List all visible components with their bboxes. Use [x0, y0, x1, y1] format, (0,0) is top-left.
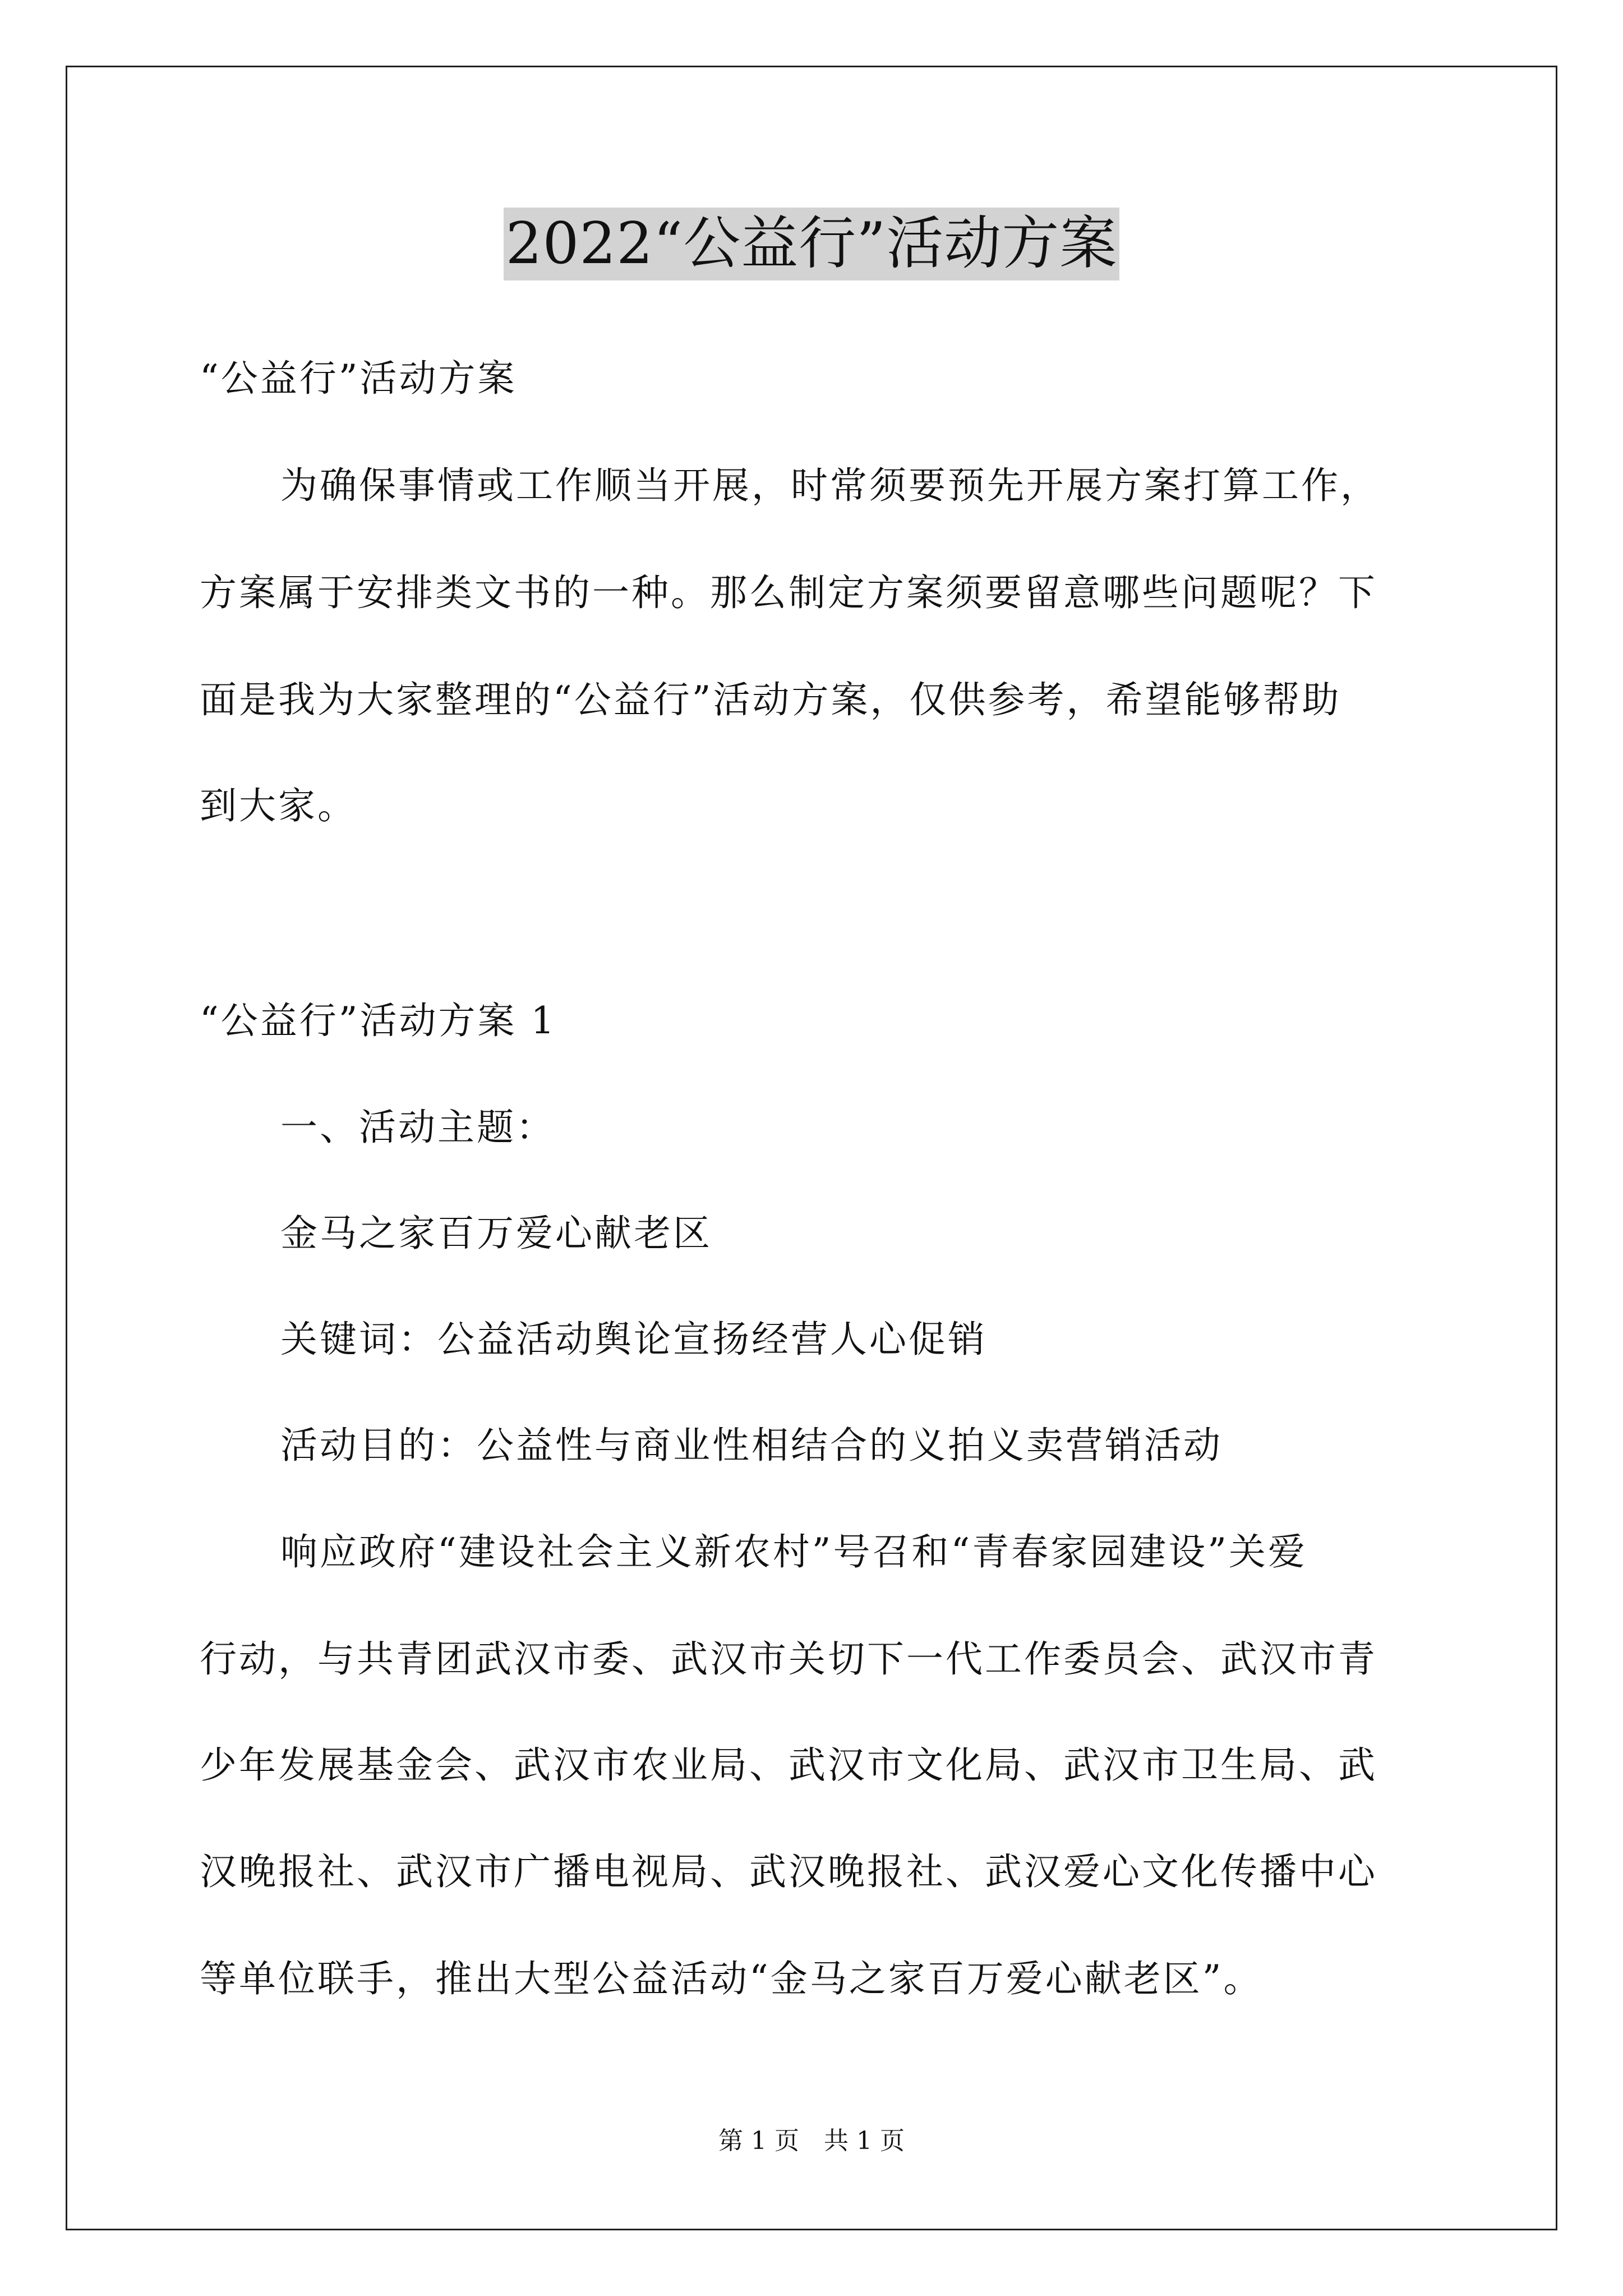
subtitle: “公益行”活动方案 — [200, 357, 517, 400]
section-heading: “公益行”活动方案 1 — [200, 999, 557, 1042]
purpose-text: 活动目的：公益性与商业性相结合的义拍义卖营销活动 — [280, 1424, 1223, 1467]
body-line-1: 响应政府“建设社会主义新农村”号召和“青春家园建设”关爱 — [280, 1530, 1307, 1573]
intro-line-1: 为确保事情或工作顺当开展，时常须要预先开展方案打算工作， — [280, 464, 1380, 507]
intro-line-2: 方案属于安排类文书的一种。那么制定方案须要留意哪些问题呢？下 — [200, 571, 1377, 614]
theme-text: 金马之家百万爱心献老区 — [280, 1212, 712, 1255]
body-line-2: 行动，与共青团武汉市委、武汉市关切下一代工作委员会、武汉市青 — [200, 1637, 1377, 1681]
page-footer: 第 1 页 共 1 页 — [718, 2127, 905, 2155]
body-line-4: 汉晚报社、武汉市广播电视局、武汉晚报社、武汉爱心文化传播中心 — [200, 1850, 1377, 1893]
body-line-3: 少年发展基金会、武汉市农业局、武汉市文化局、武汉市卫生局、武 — [200, 1743, 1377, 1787]
intro-line-3: 面是我为大家整理的“公益行”活动方案，仅供参考，希望能够帮助 — [200, 678, 1341, 721]
title-container — [0, 208, 1623, 280]
document-title: 2022“公益行”活动方案 — [504, 208, 1120, 280]
body-line-5: 等单位联手，推出大型公益活动“金马之家百万爱心献老区”。 — [200, 1957, 1263, 2000]
keywords-text: 关键词：公益活动舆论宣扬经营人心促销 — [280, 1318, 987, 1361]
item-theme-heading: 一、活动主题： — [280, 1106, 555, 1149]
intro-line-4: 到大家。 — [200, 784, 357, 827]
